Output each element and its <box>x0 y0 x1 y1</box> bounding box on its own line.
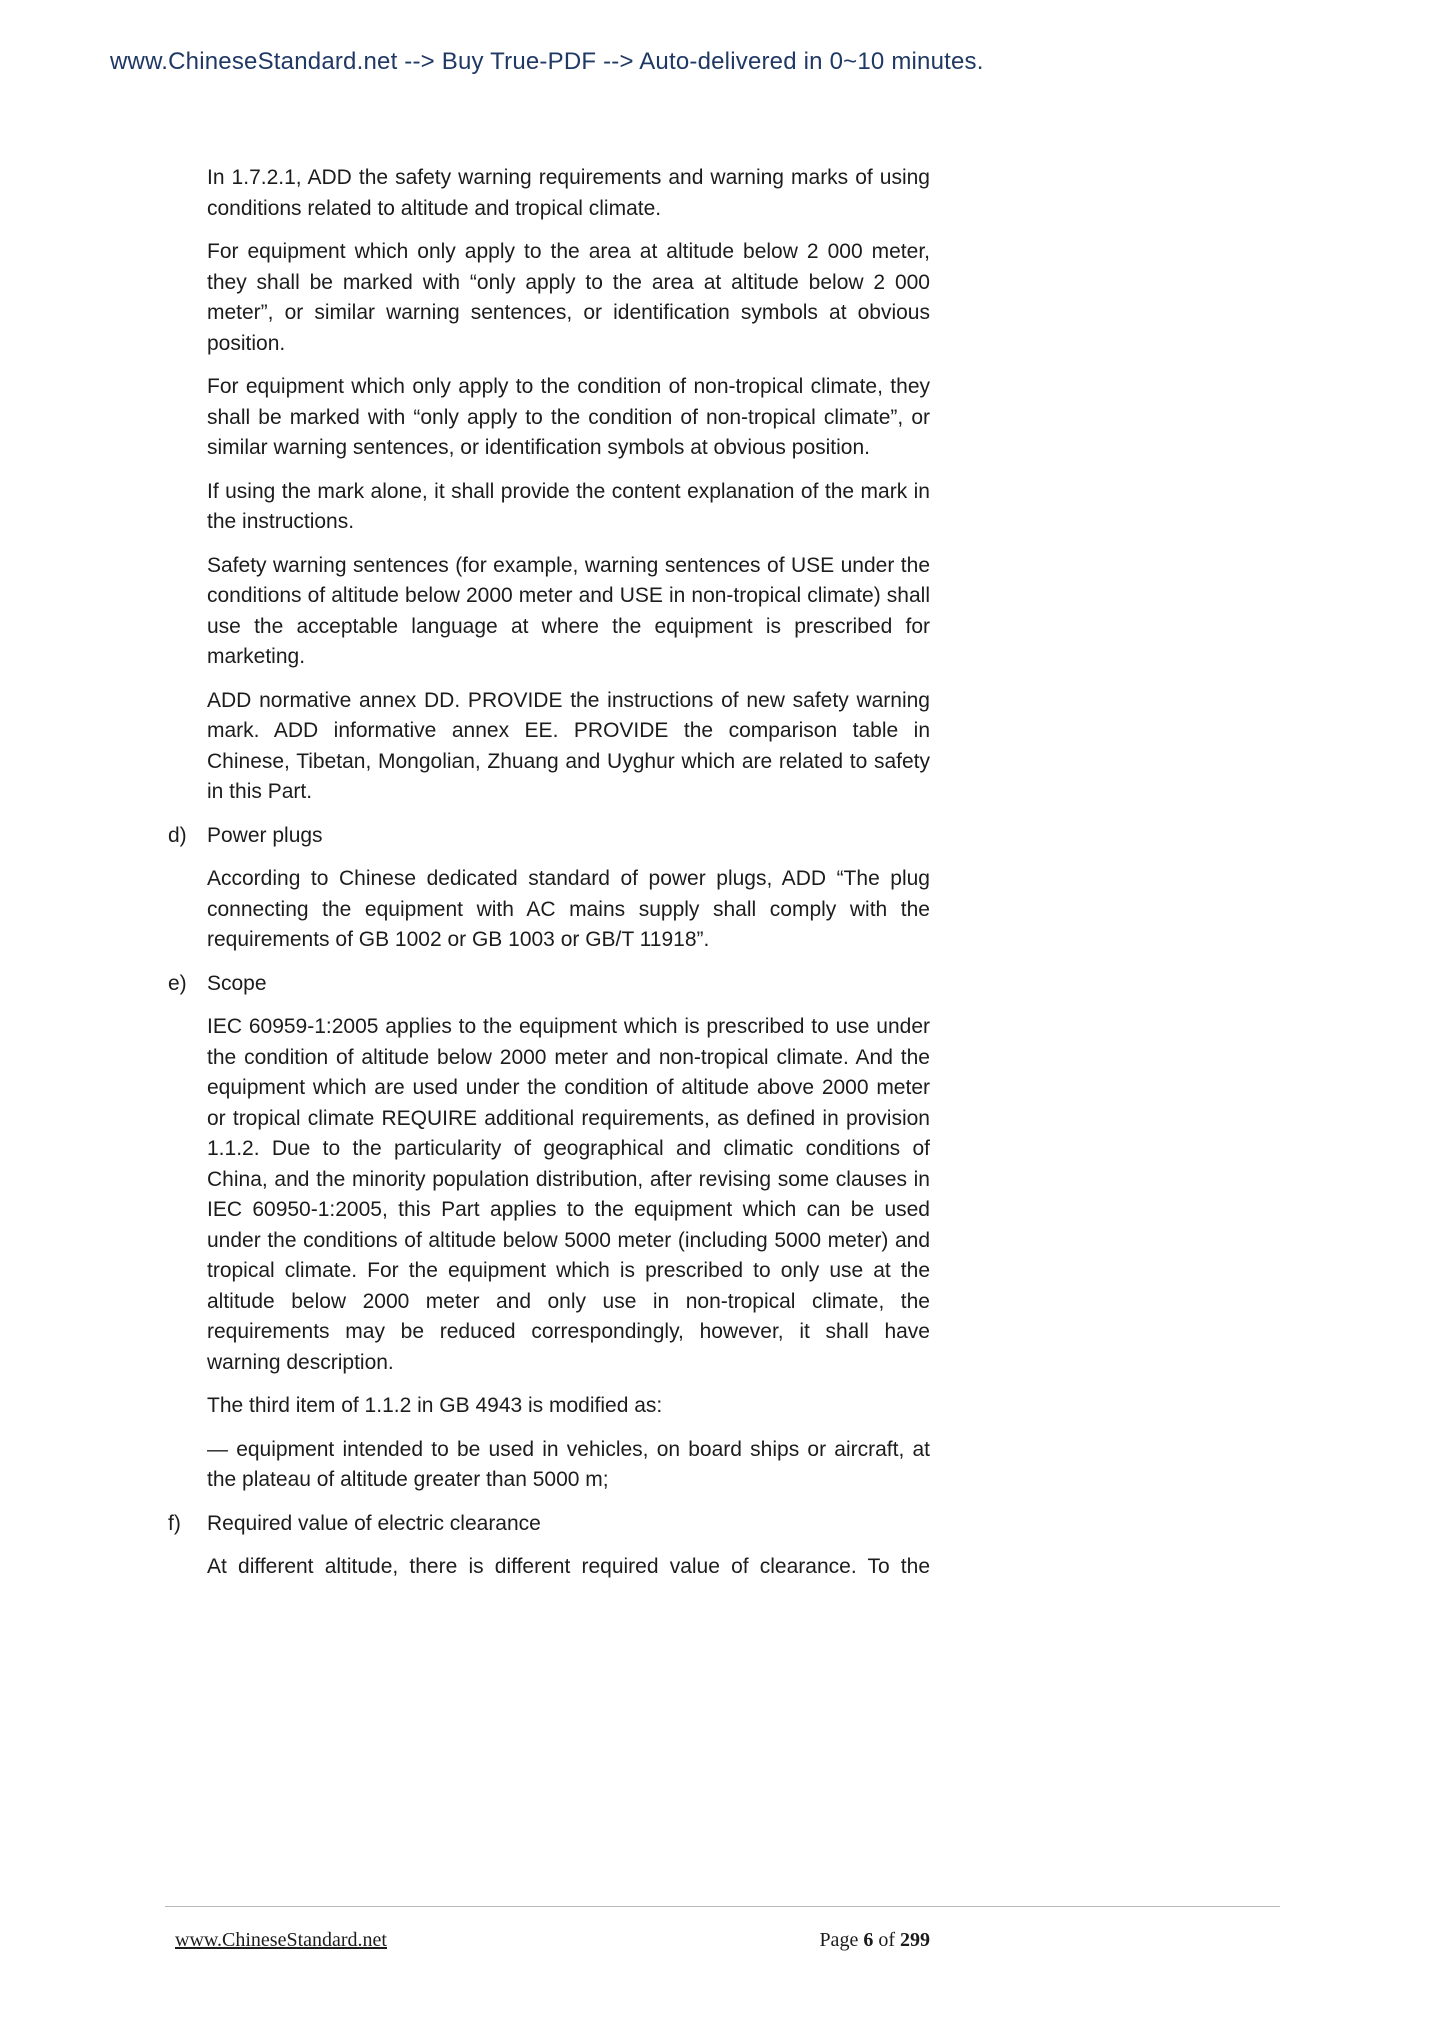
list-title: Required value of electric clearance <box>207 1511 541 1535</box>
paragraph: ADD normative annex DD. PROVIDE the instructions of new safety warning mark. ADD informative annex EE. PROVIDE the comparison table in Chinese, Tibetan, Mongolian, Zhuang and Uyghur which are related to safety in this Part. <box>207 688 930 803</box>
page-word: Page <box>819 1929 859 1951</box>
footer-divider <box>165 1906 1280 1907</box>
page-of-word: of <box>878 1929 895 1951</box>
paragraph: For equipment which only apply to the condition of non-tropical climate, they shall be marked with “only apply to the condition of non-tropical climate”, or similar warning sentences, or identification symbols at obvious position. <box>207 375 930 459</box>
page-total: 299 <box>900 1929 930 1951</box>
page-number <box>819 1929 930 1952</box>
document-body <box>168 163 930 1596</box>
paragraph: If using the mark alone, it shall provide the content explanation of the mark in the instructions. <box>207 479 930 533</box>
list-title: Power plugs <box>207 823 323 847</box>
list-item-f <box>168 1509 930 1540</box>
paragraph: In 1.7.2.1, ADD the safety warning requirements and warning marks of using conditions related to altitude and tropical climate. <box>207 166 930 220</box>
paragraph: The third item of 1.1.2 in GB 4943 is modified as: <box>207 1394 663 1417</box>
paragraph: According to Chinese dedicated standard of power plugs, ADD “The plug connecting the equipment with AC mains supply shall comply with the requirements of GB 1002 or GB 1003 or GB/T 11918”. <box>207 867 930 951</box>
paragraph: For equipment which only apply to the area at altitude below 2 000 meter, they shall be marked with “only apply to the area at altitude below 2 000 meter”, or similar warning sentences, or identification symbols at obvious position. <box>207 240 930 355</box>
list-letter: f) <box>168 1511 181 1535</box>
paragraph: At different altitude, there is different required value of clearance. To the <box>207 1555 930 1578</box>
list-letter: e) <box>168 971 187 995</box>
footer-link[interactable]: www.ChineseStandard.net <box>175 1929 387 1951</box>
page-current: 6 <box>863 1929 874 1951</box>
paragraph: Safety warning sentences (for example, warning sentences of USE under the conditions of altitude below 2000 meter and USE in non-tropical climate) shall use the acceptable language at where the equipment is prescribed for marketing. <box>207 553 930 668</box>
header-text: www.ChineseStandard.net --> Buy True-PDF --> Auto-delivered in 0~10 minutes. <box>110 48 984 75</box>
page-header <box>110 46 1310 78</box>
paragraph: IEC 60959-1:2005 applies to the equipment which is prescribed to use under the condition of altitude below 2000 meter and non-tropical climate. And the equipment which are used under the condition of altitude above 2000 meter or tropical climate REQUIRE additional requirements, as defined in provision 1.1.2. Due to the particularity of geographical and climatic conditions of China, and the minority population distribution, after revising some clauses in IEC 60950-1:2005, this Part applies to the equipment which can be used under the conditions of altitude below 5000 meter (including 5000 meter) and tropical climate. For the equipment which is prescribed to only use at the altitude below 2000 meter and only use in non-tropical climate, the requirements may be reduced correspondingly, however, it shall have warning description. <box>207 1015 930 1374</box>
list-item-d <box>168 821 930 852</box>
list-letter: d) <box>168 823 187 847</box>
paragraph-dash: — equipment intended to be used in vehicles, on board ships or aircraft, at the plateau of altitude greater than 5000 m; <box>207 1437 930 1491</box>
list-item-e <box>168 969 930 1000</box>
footer-row <box>165 1929 1280 1957</box>
page-footer <box>165 1906 1280 1957</box>
list-title: Scope <box>207 971 267 995</box>
